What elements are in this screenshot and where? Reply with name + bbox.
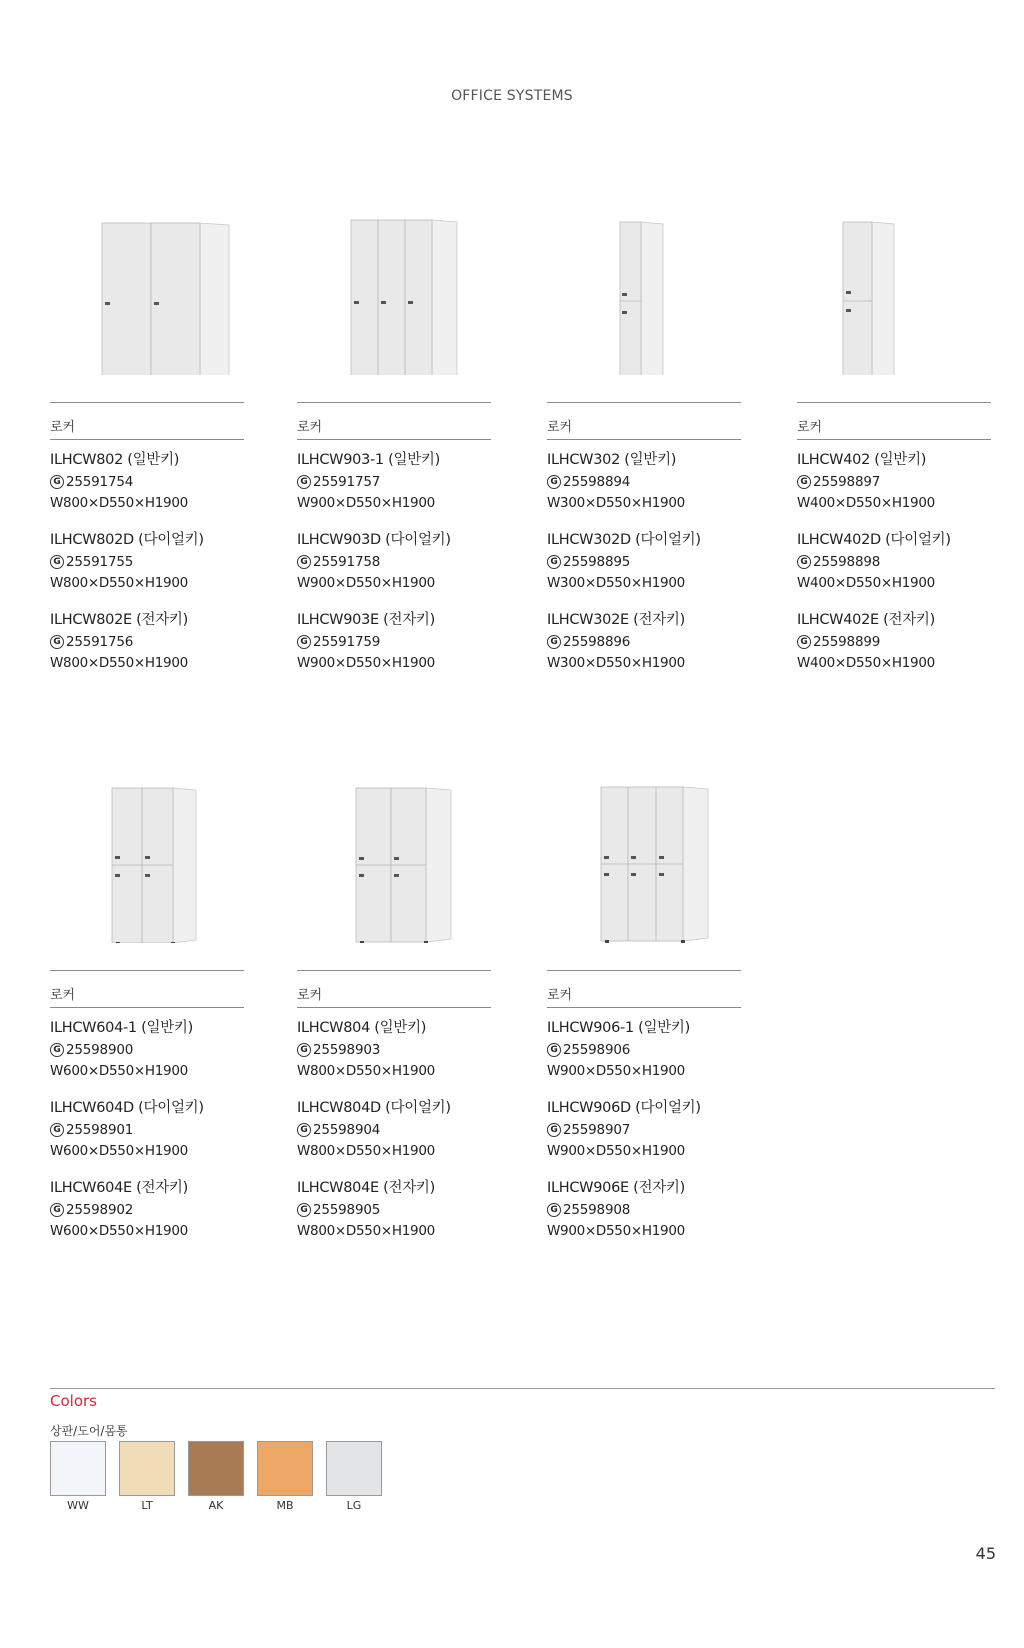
g-mark-icon: G <box>547 1203 561 1217</box>
g-mark-icon: G <box>547 475 561 489</box>
rule <box>50 402 244 403</box>
g-mark-icon: G <box>547 1043 561 1057</box>
category-label: 로커 <box>797 420 823 435</box>
product-code: 25598895 <box>563 554 631 570</box>
g-mark-icon: G <box>547 1123 561 1137</box>
variant-block <box>297 1017 497 1081</box>
section-title: OFFICE SYSTEMS <box>451 88 573 104</box>
product-code: 25598906 <box>563 1042 631 1058</box>
product-code: 25598904 <box>313 1122 381 1138</box>
product-code: 25598898 <box>813 554 881 570</box>
variant-block <box>297 609 497 673</box>
product-code: 25591758 <box>313 554 381 570</box>
product-code: 25591754 <box>66 474 134 490</box>
model-name: ILHCW802 (일반키) <box>50 452 180 468</box>
model-name: ILHCW903E (전자키) <box>297 612 436 628</box>
color-swatch-lg <box>326 1441 382 1496</box>
category-label: 로커 <box>297 420 323 435</box>
category-label: 로커 <box>297 988 323 1003</box>
dimensions: W400×D550×H1900 <box>797 495 935 511</box>
variant-block <box>797 609 997 673</box>
category-label: 로커 <box>547 420 573 435</box>
dimensions: W900×D550×H1900 <box>297 495 435 511</box>
locker-image <box>297 773 491 943</box>
model-name: ILHCW302 (일반키) <box>547 452 677 468</box>
g-mark-icon: G <box>297 555 311 569</box>
variant-block <box>50 529 250 593</box>
colors-subtitle: 상판/도어/몸통 <box>50 1424 128 1438</box>
rule <box>547 1007 741 1008</box>
rule <box>297 402 491 403</box>
product-code: 25598902 <box>66 1202 134 1218</box>
colors-divider <box>50 1388 995 1389</box>
model-name: ILHCW903D (다이얼키) <box>297 532 451 548</box>
swatch-label: LT <box>141 1499 153 1512</box>
dimensions: W900×D550×H1900 <box>547 1223 685 1239</box>
g-mark-icon: G <box>547 635 561 649</box>
dimensions: W800×D550×H1900 <box>297 1223 435 1239</box>
dimensions: W300×D550×H1900 <box>547 495 685 511</box>
locker-image <box>547 205 741 375</box>
product-code: 25598905 <box>313 1202 381 1218</box>
category-label: 로커 <box>547 988 573 1003</box>
dimensions: W600×D550×H1900 <box>50 1063 188 1079</box>
product-code: 25598907 <box>563 1122 631 1138</box>
g-mark-icon: G <box>297 1043 311 1057</box>
dimensions: W900×D550×H1900 <box>547 1063 685 1079</box>
rule <box>797 439 991 440</box>
model-name: ILHCW402E (전자키) <box>797 612 936 628</box>
variant-block <box>797 529 997 593</box>
dimensions: W900×D550×H1900 <box>547 1143 685 1159</box>
rule <box>547 402 741 403</box>
product-code: 25598903 <box>313 1042 381 1058</box>
variant-block <box>547 529 747 593</box>
g-mark-icon: G <box>50 635 64 649</box>
variant-block <box>50 1017 250 1081</box>
rule <box>297 439 491 440</box>
model-name: ILHCW604E (전자키) <box>50 1180 189 1196</box>
locker-image <box>547 773 741 943</box>
page-number: 45 <box>975 1544 996 1563</box>
model-name: ILHCW906D (다이얼키) <box>547 1100 701 1116</box>
variant-block <box>297 449 497 513</box>
dimensions: W300×D550×H1900 <box>547 575 685 591</box>
model-name: ILHCW804E (전자키) <box>297 1180 436 1196</box>
dimensions: W600×D550×H1900 <box>50 1143 188 1159</box>
rule <box>547 439 741 440</box>
product-code: 25591759 <box>313 634 381 650</box>
model-name: ILHCW802E (전자키) <box>50 612 189 628</box>
product-code: 25591757 <box>313 474 381 490</box>
product-code: 25598901 <box>66 1122 134 1138</box>
dimensions: W600×D550×H1900 <box>50 1223 188 1239</box>
variant-block <box>547 449 747 513</box>
dimensions: W800×D550×H1900 <box>297 1063 435 1079</box>
product-code: 25598897 <box>813 474 881 490</box>
g-mark-icon: G <box>297 1203 311 1217</box>
dimensions: W900×D550×H1900 <box>297 655 435 671</box>
g-mark-icon: G <box>297 475 311 489</box>
rule <box>50 970 244 971</box>
dimensions: W800×D550×H1900 <box>50 495 188 511</box>
g-mark-icon: G <box>50 475 64 489</box>
g-mark-icon: G <box>797 555 811 569</box>
rule <box>797 402 991 403</box>
variant-block <box>50 609 250 673</box>
swatch-label: MB <box>276 1499 294 1512</box>
g-mark-icon: G <box>50 1203 64 1217</box>
variant-block <box>547 609 747 673</box>
dimensions: W400×D550×H1900 <box>797 655 935 671</box>
category-label: 로커 <box>50 420 76 435</box>
model-name: ILHCW604-1 (일반키) <box>50 1020 193 1036</box>
variant-block <box>547 1017 747 1081</box>
product-code: 25591756 <box>66 634 134 650</box>
model-name: ILHCW903-1 (일반키) <box>297 452 440 468</box>
rule <box>50 1007 244 1008</box>
model-name: ILHCW302D (다이얼키) <box>547 532 701 548</box>
swatch-label: LG <box>346 1499 362 1512</box>
variant-block <box>297 529 497 593</box>
product-code: 25598894 <box>563 474 631 490</box>
color-swatch-mb <box>257 1441 313 1496</box>
variant-block <box>547 1177 747 1241</box>
g-mark-icon: G <box>797 475 811 489</box>
g-mark-icon: G <box>297 1123 311 1137</box>
swatch-label: AK <box>208 1499 224 1512</box>
locker-image <box>50 773 244 943</box>
model-name: ILHCW804D (다이얼키) <box>297 1100 451 1116</box>
variant-block <box>50 1097 250 1161</box>
locker-image <box>797 205 991 375</box>
dimensions: W300×D550×H1900 <box>547 655 685 671</box>
variant-block <box>547 1097 747 1161</box>
model-name: ILHCW604D (다이얼키) <box>50 1100 204 1116</box>
dimensions: W800×D550×H1900 <box>50 575 188 591</box>
colors-title: Colors <box>50 1392 97 1410</box>
variant-block <box>297 1177 497 1241</box>
color-swatch-lt <box>119 1441 175 1496</box>
dimensions: W800×D550×H1900 <box>50 655 188 671</box>
product-code: 25598896 <box>563 634 631 650</box>
rule <box>297 1007 491 1008</box>
color-swatch-ak <box>188 1441 244 1496</box>
color-swatch-ww <box>50 1441 106 1496</box>
model-name: ILHCW906-1 (일반키) <box>547 1020 690 1036</box>
product-code: 25591755 <box>66 554 134 570</box>
product-code: 25598900 <box>66 1042 134 1058</box>
rule <box>50 439 244 440</box>
product-code: 25598899 <box>813 634 881 650</box>
model-name: ILHCW802D (다이얼키) <box>50 532 204 548</box>
dimensions: W800×D550×H1900 <box>297 1143 435 1159</box>
g-mark-icon: G <box>50 1043 64 1057</box>
product-code: 25598908 <box>563 1202 631 1218</box>
dimensions: W400×D550×H1900 <box>797 575 935 591</box>
variant-block <box>297 1097 497 1161</box>
rule <box>297 970 491 971</box>
variant-block <box>50 449 250 513</box>
model-name: ILHCW906E (전자키) <box>547 1180 686 1196</box>
g-mark-icon: G <box>50 555 64 569</box>
model-name: ILHCW402 (일반키) <box>797 452 927 468</box>
variant-block <box>50 1177 250 1241</box>
rule <box>547 970 741 971</box>
g-mark-icon: G <box>547 555 561 569</box>
model-name: ILHCW302E (전자키) <box>547 612 686 628</box>
dimensions: W900×D550×H1900 <box>297 575 435 591</box>
model-name: ILHCW402D (다이얼키) <box>797 532 951 548</box>
variant-block <box>797 449 997 513</box>
locker-image <box>50 205 244 375</box>
g-mark-icon: G <box>50 1123 64 1137</box>
category-label: 로커 <box>50 988 76 1003</box>
locker-image <box>297 205 491 375</box>
swatch-label: WW <box>67 1499 89 1512</box>
model-name: ILHCW804 (일반키) <box>297 1020 427 1036</box>
g-mark-icon: G <box>297 635 311 649</box>
g-mark-icon: G <box>797 635 811 649</box>
